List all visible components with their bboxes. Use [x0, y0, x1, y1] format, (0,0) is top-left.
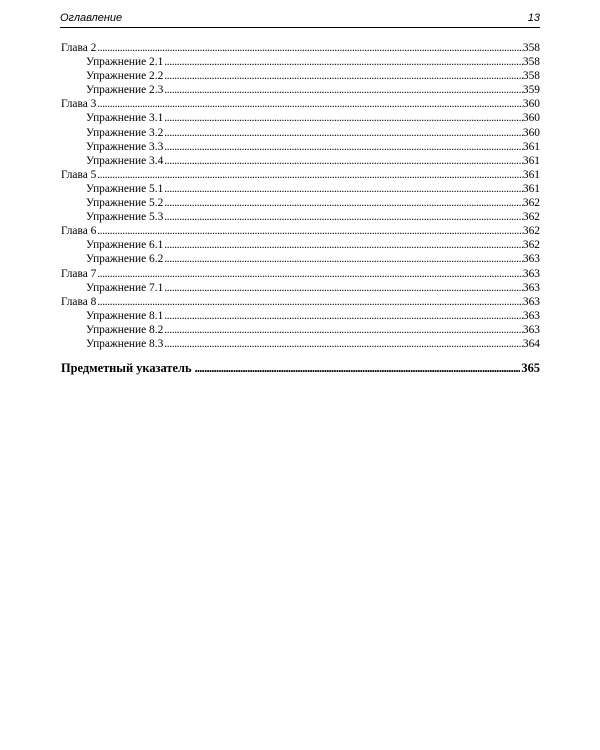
- toc-entry-page: 358: [522, 56, 540, 69]
- toc-entry-page: 359: [522, 84, 540, 97]
- toc-entry-page: 361: [522, 168, 540, 181]
- dot-leader: [164, 238, 523, 252]
- dot-leader: [164, 154, 523, 168]
- toc-entry-label: Глава 5: [61, 168, 97, 181]
- dot-leader: [97, 295, 523, 309]
- toc-entry-label: Упражнение 3.2: [86, 126, 164, 139]
- toc-entry-chapter[interactable]: [61, 41, 540, 55]
- dot-leader: [164, 281, 523, 295]
- toc-entry-exercise[interactable]: [61, 83, 540, 97]
- toc-entry-subject-index[interactable]: [61, 360, 540, 376]
- toc-entry-label: Упражнение 6.2: [86, 253, 164, 266]
- toc-entry-exercise[interactable]: [61, 111, 540, 125]
- toc-entry-page: 360: [522, 98, 540, 111]
- toc-entry-page: 360: [522, 112, 540, 125]
- toc-entry-page: 363: [522, 267, 540, 280]
- toc-entry-label: Глава 6: [61, 225, 97, 238]
- toc-entry-exercise[interactable]: [61, 252, 540, 266]
- toc-entry-exercise[interactable]: [61, 210, 540, 224]
- running-header: [60, 9, 540, 28]
- toc-entry-label: Упражнение 8.1: [86, 309, 164, 322]
- toc-entry-label: Упражнение 2.1: [86, 56, 164, 69]
- dot-leader: [97, 41, 523, 55]
- dot-leader: [195, 360, 521, 376]
- toc-entry-exercise[interactable]: [61, 323, 540, 337]
- toc-entry-page: 358: [522, 42, 540, 54]
- dot-leader: [164, 55, 523, 69]
- toc-entry-label: Упражнение 8.2: [86, 323, 164, 336]
- toc-entry-page: 362: [522, 225, 540, 238]
- toc-entry-label: Упражнение 5.1: [86, 182, 164, 195]
- toc-entry-page: 361: [522, 154, 540, 167]
- toc-entry-chapter[interactable]: [61, 97, 540, 111]
- dot-leader: [164, 69, 523, 83]
- toc-entry-chapter[interactable]: [61, 224, 540, 238]
- toc-entry-label: Упражнение 8.3: [86, 337, 164, 350]
- dot-leader: [164, 337, 523, 351]
- toc-entry-page: 365: [521, 361, 540, 375]
- toc-entry-page: 363: [522, 281, 540, 294]
- toc-entry-page: 363: [522, 309, 540, 322]
- toc-entry-label: Упражнение 3.3: [86, 140, 164, 153]
- table-of-contents: [61, 41, 540, 351]
- dot-leader: [164, 140, 523, 154]
- dot-leader: [164, 309, 523, 323]
- toc-entry-chapter[interactable]: [61, 295, 540, 309]
- toc-entry-page: 358: [522, 70, 540, 83]
- toc-entry-label: Упражнение 7.1: [86, 281, 164, 294]
- toc-entry-chapter[interactable]: [61, 168, 540, 182]
- dot-leader: [164, 210, 523, 224]
- toc-entry-label: Упражнение 3.4: [86, 154, 164, 167]
- dot-leader: [164, 182, 523, 196]
- toc-entry-exercise[interactable]: [61, 196, 540, 210]
- toc-entry-page: 362: [522, 197, 540, 210]
- toc-entry-exercise[interactable]: [61, 154, 540, 168]
- dot-leader: [164, 252, 523, 266]
- toc-entry-exercise[interactable]: [61, 337, 540, 351]
- dot-leader: [97, 224, 523, 238]
- toc-entry-page: 361: [522, 140, 540, 153]
- toc-entry-page: 360: [522, 126, 540, 139]
- toc-entry-label: Упражнение 2.2: [86, 70, 164, 83]
- toc-entry-label: Глава 3: [61, 98, 97, 111]
- toc-entry-exercise[interactable]: [61, 55, 540, 69]
- toc-entry-page: 362: [522, 211, 540, 224]
- toc-entry-exercise[interactable]: [61, 309, 540, 323]
- toc-entry-page: 362: [522, 239, 540, 252]
- dot-leader: [164, 111, 523, 125]
- toc-entry-label: Глава 7: [61, 267, 97, 280]
- toc-entry-label: Предметный указатель: [61, 361, 192, 375]
- toc-entry-label: Упражнение 3.1: [86, 112, 164, 125]
- toc-entry-exercise[interactable]: [61, 140, 540, 154]
- toc-entry-label: Упражнение 5.3: [86, 211, 164, 224]
- toc-entry-chapter[interactable]: [61, 267, 540, 281]
- toc-entry-page: 363: [522, 253, 540, 266]
- toc-entry-exercise[interactable]: [61, 281, 540, 295]
- header-page-number: 13: [527, 12, 540, 24]
- toc-entry-label: Глава 8: [61, 295, 97, 308]
- dot-leader: [97, 97, 523, 111]
- toc-entry-page: 363: [522, 295, 540, 308]
- dot-leader: [97, 168, 523, 182]
- toc-entry-page: 363: [522, 323, 540, 336]
- toc-entry-page: 364: [522, 337, 540, 350]
- dot-leader: [97, 267, 523, 281]
- toc-entry-label: Упражнение 2.3: [86, 84, 164, 97]
- toc-entry-label: Упражнение 6.1: [86, 239, 164, 252]
- toc-entry-label: Глава 2: [61, 42, 97, 54]
- dot-leader: [164, 196, 523, 210]
- toc-entry-label: Упражнение 5.2: [86, 197, 164, 210]
- toc-entry-exercise[interactable]: [61, 126, 540, 140]
- toc-entry-exercise[interactable]: [61, 238, 540, 252]
- toc-entry-page: 361: [522, 182, 540, 195]
- dot-leader: [164, 126, 523, 140]
- dot-leader: [164, 83, 523, 97]
- header-title: Оглавление: [60, 12, 123, 24]
- toc-entry-exercise[interactable]: [61, 69, 540, 83]
- toc-entry-exercise[interactable]: [61, 182, 540, 196]
- dot-leader: [164, 323, 523, 337]
